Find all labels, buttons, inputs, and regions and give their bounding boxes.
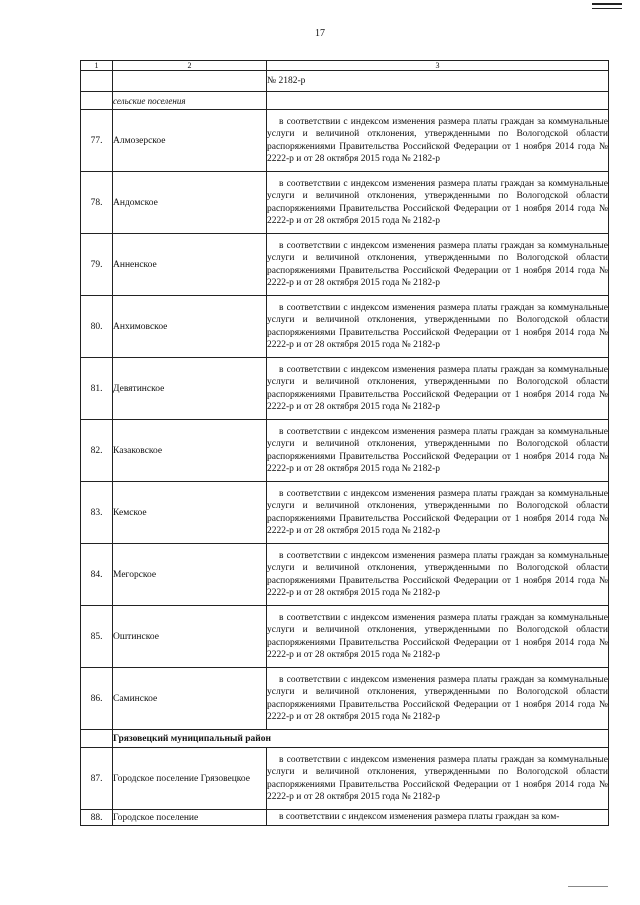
section-row [81,92,609,110]
table-row [81,668,609,730]
row-number: 87. [81,748,113,810]
row-text: в соответствии с индексом изменения размера платы граждан за коммунальные услуги и величиной отклонения, утвержденными по Вологодской области распоряжениями Правительства Российской Федерации от 1 ноября 2014 года № 2222-р и от 28 октября 2015 года № 2182-р [267,420,609,482]
header-col-2: 2 [113,61,267,71]
settlement-name: Анненское [113,234,267,296]
page-number: 17 [315,28,325,39]
district-label: Грязовецкий муниципальный район [113,730,609,748]
row-number: 86. [81,668,113,730]
table-row [81,544,609,606]
settlement-name: Девятинское [113,358,267,420]
settlement-name: Анхимовское [113,296,267,358]
table-row [81,296,609,358]
table-row [81,358,609,420]
settlement-name: Оштинское [113,606,267,668]
row-text: в соответствии с индексом изменения размера платы граждан за коммунальные услуги и величиной отклонения, утвержденными по Вологодской области распоряжениями Правительства Российской Федерации от 1 ноября 2014 года № 2222-р и от 28 октября 2015 года № 2182-р [267,748,609,810]
header-col-3: 3 [267,61,609,71]
row-number: 85. [81,606,113,668]
row-text: в соответствии с индексом изменения размера платы граждан за коммунальные услуги и величиной отклонения, утвержденными по Вологодской области распоряжениями Правительства Российской Федерации от 1 ноября 2014 года № 2222-р и от 28 октября 2015 года № 2182-р [267,296,609,358]
table-row [81,110,609,172]
tariff-table [80,60,609,826]
table-row [81,482,609,544]
row-number: 82. [81,420,113,482]
table-row [81,748,609,810]
section-label: сельские поселения [113,92,267,110]
table-row [81,234,609,296]
table-row [81,420,609,482]
settlement-name: Мегорское [113,544,267,606]
district-row [81,730,609,748]
table-row [81,606,609,668]
row-number: 84. [81,544,113,606]
continuation-row [81,71,609,92]
settlement-name: Городское поселение Грязовецкое [113,748,267,810]
row-text: в соответствии с индексом изменения размера платы граждан за коммунальные услуги и величиной отклонения, утвержденными по Вологодской области распоряжениями Правительства Российской Федерации от 1 ноября 2014 года № 2222-р и от 28 октября 2015 года № 2182-р [267,606,609,668]
row-number: 81. [81,358,113,420]
row-text: в соответствии с индексом изменения размера платы граждан за коммунальные услуги и величиной отклонения, утвержденными по Вологодской области распоряжениями Правительства Российской Федерации от 1 ноября 2014 года № 2222-р и от 28 октября 2015 года № 2182-р [267,234,609,296]
row-text: в соответствии с индексом изменения размера платы граждан за коммунальные услуги и величиной отклонения, утвержденными по Вологодской области распоряжениями Правительства Российской Федерации от 1 ноября 2014 года № 2222-р и от 28 октября 2015 года № 2182-р [267,358,609,420]
settlement-name: Алмозерское [113,110,267,172]
row-number: 77. [81,110,113,172]
header-col-1: 1 [81,61,113,71]
settlement-name: Городское поселение [113,810,267,826]
row-number: 78. [81,172,113,234]
table-header-row [81,61,609,71]
row-number: 88. [81,810,113,826]
continuation-text: № 2182-р [267,71,609,92]
row-text: в соответствии с индексом изменения размера платы граждан за коммунальные услуги и величиной отклонения, утвержденными по Вологодской области распоряжениями Правительства Российской Федерации от 1 ноября 2014 года № 2222-р и от 28 октября 2015 года № 2182-р [267,110,609,172]
table-row [81,172,609,234]
row-number: 80. [81,296,113,358]
row-text: в соответствии с индексом изменения размера платы граждан за коммунальные услуги и величиной отклонения, утвержденными по Вологодской области распоряжениями Правительства Российской Федерации от 1 ноября 2014 года № 2222-р и от 28 октября 2015 года № 2182-р [267,668,609,730]
settlement-name: Саминское [113,668,267,730]
settlement-name: Кемское [113,482,267,544]
row-text: в соответствии с индексом изменения размера платы граждан за ком- [267,810,609,826]
settlement-name: Андомское [113,172,267,234]
row-number: 83. [81,482,113,544]
corner-mark [592,3,622,9]
settlement-name: Казаковское [113,420,267,482]
table-row-last [81,810,609,826]
row-number: 79. [81,234,113,296]
row-text: в соответствии с индексом изменения размера платы граждан за коммунальные услуги и величиной отклонения, утвержденными по Вологодской области распоряжениями Правительства Российской Федерации от 1 ноября 2014 года № 2222-р и от 28 октября 2015 года № 2182-р [267,172,609,234]
row-text: в соответствии с индексом изменения размера платы граждан за коммунальные услуги и величиной отклонения, утвержденными по Вологодской области распоряжениями Правительства Российской Федерации от 1 ноября 2014 года № 2222-р и от 28 октября 2015 года № 2182-р [267,482,609,544]
footer-line [568,886,608,887]
row-text: в соответствии с индексом изменения размера платы граждан за коммунальные услуги и величиной отклонения, утвержденными по Вологодской области распоряжениями Правительства Российской Федерации от 1 ноября 2014 года № 2222-р и от 28 октября 2015 года № 2182-р [267,544,609,606]
